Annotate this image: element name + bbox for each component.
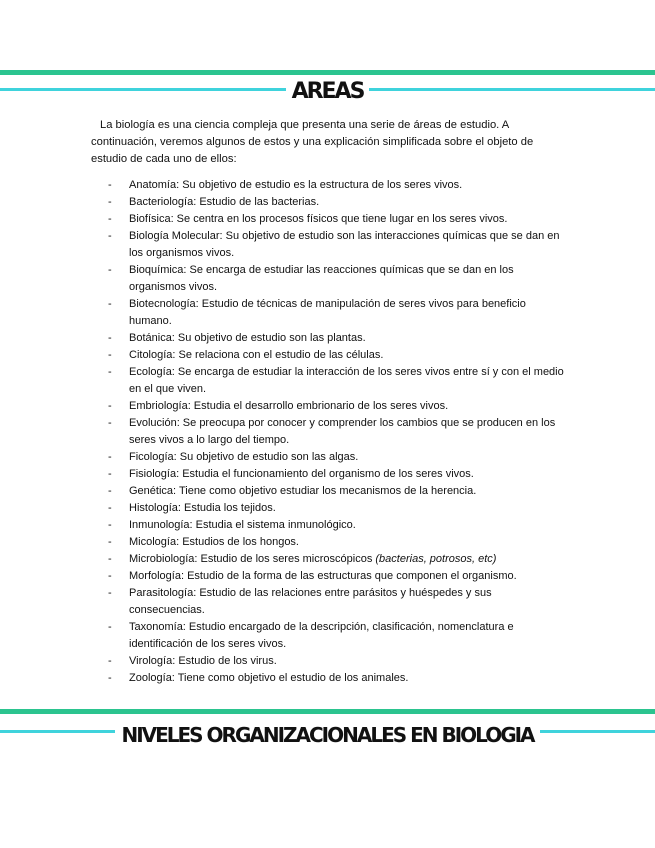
list-item [108, 500, 568, 517]
list-bullet: - [108, 366, 112, 378]
list-bullet: - [108, 298, 112, 310]
list-item [108, 483, 568, 500]
list-item-note: (bacterias, potrosos, etc) [375, 553, 497, 565]
list-item [108, 568, 568, 585]
list-bullet: - [108, 468, 112, 480]
niveles-title [0, 722, 655, 748]
areas-title-text: AREAS [286, 79, 370, 104]
list-item [108, 296, 568, 330]
list-item [108, 364, 568, 398]
list-bullet: - [108, 400, 112, 412]
list-item [108, 517, 568, 534]
list-bullet: - [108, 621, 112, 633]
list-item-text: Taxonomía: Estudio encargado de la descripción, clasificación, nomenclatura e identificación de los seres vivos. [129, 621, 514, 650]
list-item [108, 177, 568, 194]
list-item-text: Genética: Tiene como objetivo estudiar los mecanismos de la herencia. [129, 485, 477, 497]
list-item [108, 347, 568, 364]
list-item-text: Bacteriología: Estudio de las bacterias. [129, 196, 320, 208]
list-item [108, 211, 568, 228]
list-item-text: Biología Molecular: Su objetivo de estudio son las interacciones químicas que se dan en los organismos vivos. [129, 230, 560, 259]
list-item-text: Evolución: Se preocupa por conocer y comprender los cambios que se producen en los seres vivos a lo largo del tiempo. [129, 417, 556, 446]
areas-list [108, 177, 568, 687]
list-bullet: - [108, 485, 112, 497]
list-item-text: Parasitología: Estudio de las relaciones entre parásitos y huéspedes y sus consecuencias. [129, 587, 492, 616]
list-item-text: Micología: Estudios de los hongos. [129, 536, 299, 548]
list-item [108, 228, 568, 262]
list-item-text: Embriología: Estudia el desarrollo embrionario de los seres vivos. [129, 400, 449, 412]
list-item [108, 670, 568, 687]
areas-title [0, 79, 655, 105]
list-item-text: Inmunología: Estudia el sistema inmunológico. [129, 519, 356, 531]
list-bullet: - [108, 179, 112, 191]
list-bullet: - [108, 349, 112, 361]
bottom-green-band [0, 709, 655, 714]
list-item [108, 194, 568, 211]
list-bullet: - [108, 213, 112, 225]
list-bullet: - [108, 536, 112, 548]
list-item-text: Zoología: Tiene como objetivo el estudio de los animales. [129, 672, 409, 684]
list-bullet: - [108, 332, 112, 344]
list-bullet: - [108, 264, 112, 276]
list-bullet: - [108, 587, 112, 599]
list-item-text: Fisiología: Estudia el funcionamiento del organismo de los seres vivos. [129, 468, 474, 480]
list-item [108, 398, 568, 415]
list-item-text: Ecología: Se encarga de estudiar la interacción de los seres vivos entre sí y con el medio en el que viven. [129, 366, 564, 395]
list-item [108, 551, 568, 568]
list-item [108, 619, 568, 653]
list-bullet: - [108, 417, 112, 429]
list-bullet: - [108, 502, 112, 514]
list-bullet: - [108, 672, 112, 684]
list-item [108, 653, 568, 670]
list-item-text: Citología: Se relaciona con el estudio de las células. [129, 349, 384, 361]
list-item-text: Morfología: Estudio de la forma de las estructuras que componen el organismo. [129, 570, 517, 582]
list-bullet: - [108, 553, 112, 565]
list-bullet: - [108, 451, 112, 463]
list-item [108, 415, 568, 449]
list-item [108, 262, 568, 296]
intro-paragraph: La biología es una ciencia compleja que presenta una serie de áreas de estudio. A continuación, veremos algunos de estos y una explicación simplificada sobre el objeto de estudio de cada uno de ellos: [91, 119, 534, 165]
list-item-text: Biofísica: Se centra en los procesos físicos que tiene lugar en los seres vivos. [129, 213, 508, 225]
list-item [108, 330, 568, 347]
list-bullet: - [108, 230, 112, 242]
list-item [108, 449, 568, 466]
list-item-text: Ficología: Su objetivo de estudio son las algas. [129, 451, 359, 463]
list-item-text: Biotecnología: Estudio de técnicas de manipulación de seres vivos para beneficio humano. [129, 298, 526, 327]
list-bullet: - [108, 570, 112, 582]
list-bullet: - [108, 655, 112, 667]
niveles-title-text: NIVELES ORGANIZACIONALES EN BIOLOGIA [115, 723, 539, 747]
top-green-band [0, 70, 655, 75]
list-item [108, 534, 568, 551]
list-item-text: Anatomía: Su objetivo de estudio es la estructura de los seres vivos. [129, 179, 463, 191]
list-item-text: Bioquímica: Se encarga de estudiar las reacciones químicas que se dan en los organismos vivos. [129, 264, 514, 293]
list-item-text: Botánica: Su objetivo de estudio son las plantas. [129, 332, 366, 344]
list-item [108, 585, 568, 619]
list-item-text: Microbiología: Estudio de los seres microscópicos [129, 553, 376, 565]
list-bullet: - [108, 519, 112, 531]
list-item [108, 466, 568, 483]
list-bullet: - [108, 196, 112, 208]
list-item-text: Virología: Estudio de los virus. [129, 655, 277, 667]
list-item-text: Histología: Estudia los tejidos. [129, 502, 276, 514]
